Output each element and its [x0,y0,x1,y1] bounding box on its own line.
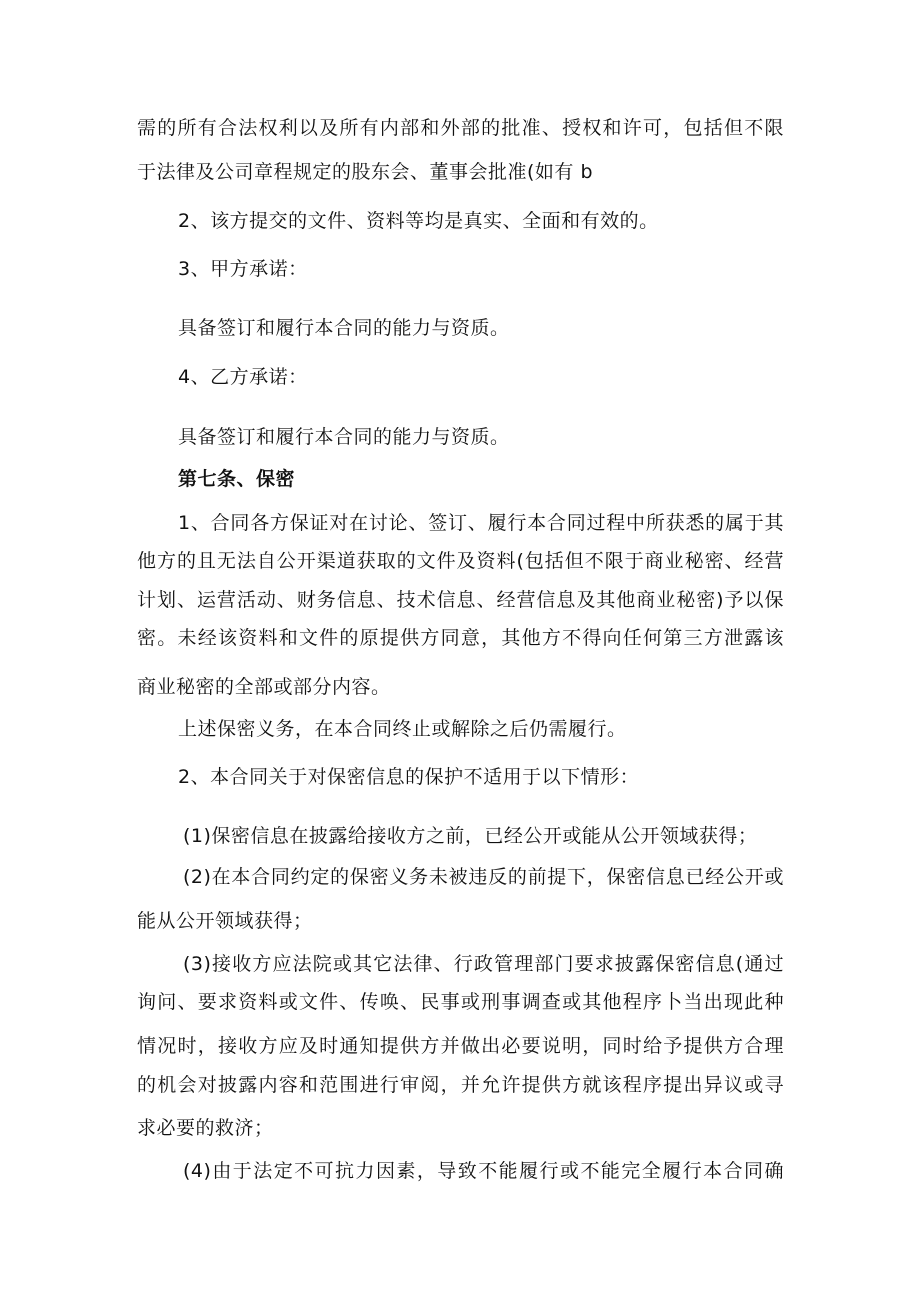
text-line: (3)接收方应法院或其它法律、行政管理部门要求披露保密信息(通过 [183,953,784,975]
text-line: 计划、运营活动、财务信息、技术信息、经营信息及其他商业秘密)予以保 [137,589,784,611]
text-line: 3、甲方承诺： [178,258,308,280]
text-line: (2)在本合同约定的保密义务未被违反的前提下，保密信息已经公开或 [183,866,784,888]
text-line: 上述保密义务，在本合同终止或解除之后仍需履行。 [178,718,627,740]
section-heading: 第七条、保密 [178,468,296,490]
text-line: 能从公开领域获得； [137,910,313,932]
text-line: 商业秘密的全部或部分内容。 [137,676,391,698]
text-line: 询问、要求资料或文件、传唤、民事或刑事调查或其他程序卜当出现此种 [137,991,784,1013]
text-line: 需的所有合法权利以及所有内部和外部的批准、授权和许可，包括但不限 [137,117,784,139]
text-line: 具备签订和履行本合同的能力与资质。 [178,317,510,339]
text-line: 于法律及公司章程规定的股东会、董事会批准(如有 b [137,161,594,183]
text-line: 情况时，接收方应及时通知提供方并做出必要说明，同时给予提供方合理 [137,1035,784,1057]
text-line: 2、该方提交的文件、资料等均是真实、全面和有效的。 [178,210,659,232]
text-line: 1、合同各方保证对在讨论、签订、履行本合同过程中所获悉的属于其 [178,512,784,534]
text-line: 2、本合同关于对保密信息的保护不适用于以下情形： [178,766,640,788]
text-line: 具备签订和履行本合同的能力与资质。 [178,426,510,448]
text-line: 的机会对披露内容和范围进行审阅，并允许提供方就该程序提出异议或寻 [137,1074,784,1096]
text-line: (1)保密信息在披露给接收方之前，已经公开或能从公开领域获得； [183,825,758,847]
text-line: (4)由于法定不可抗力因素，导致不能履行或不能完全履行本合同确 [183,1160,784,1182]
text-line: 求必要的救济； [137,1117,274,1139]
text-line: 他方的且无法自公开渠道获取的文件及资料(包括但不限于商业秘密、经营 [137,550,784,572]
text-line: 密。未经该资料和文件的原提供方同意，其他方不得向任何第三方泄露该 [137,627,784,649]
text-line: 4、乙方承诺： [178,366,308,388]
